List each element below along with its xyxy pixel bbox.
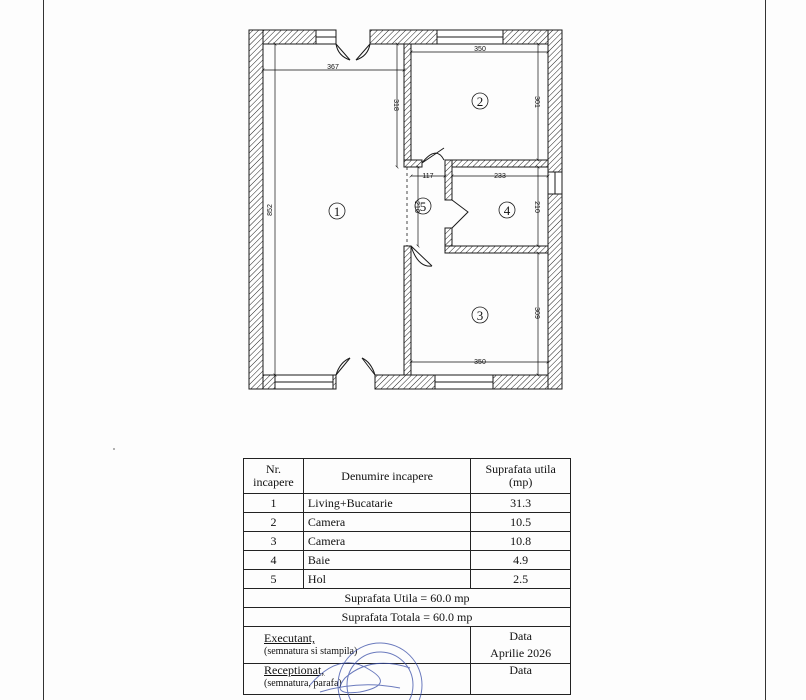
executant-date-cell: [471, 627, 571, 664]
room-number-5: 5: [419, 199, 427, 214]
header-name: Denumire incapere: [303, 459, 470, 494]
executant-date-label: Data: [509, 629, 532, 643]
header-area: Suprafata utila (mp): [471, 459, 571, 494]
executant-sub: (semnatura si stampila): [264, 646, 358, 657]
room-number-2: 2: [476, 94, 484, 109]
dim-hol-width: 117: [422, 173, 434, 180]
row-area: 10.5: [471, 513, 571, 532]
table-row: [244, 570, 571, 589]
total-utila-row: [244, 589, 571, 608]
row-name: Hol: [303, 570, 470, 589]
row-nr: 2: [244, 513, 304, 532]
total-totala: Suprafata Totala = 60.0 mp: [244, 608, 571, 627]
receptionat-date-cell: [471, 664, 571, 695]
row-nr: 3: [244, 532, 304, 551]
dim-room3-width: 350: [474, 359, 486, 366]
row-area: 31.3: [471, 494, 571, 513]
dim-hol-depth: 210: [413, 201, 420, 213]
receptionat-date-label: Data: [509, 663, 532, 677]
dim-living-width: 367: [327, 64, 339, 71]
header-nr: Nr. incapere: [244, 459, 304, 494]
room-number-1: 1: [333, 204, 341, 219]
row-area: 2.5: [471, 570, 571, 589]
row-name: Baie: [303, 551, 470, 570]
room-number-3: 3: [476, 308, 484, 323]
row-nr: 4: [244, 551, 304, 570]
dim-room3-depth: 309: [533, 307, 540, 319]
dim-baie-width: 233: [494, 173, 506, 180]
table-row: [244, 513, 571, 532]
room-number-4: 4: [503, 203, 511, 218]
row-name: Living+Bucatarie: [303, 494, 470, 513]
stamp-signature: [300, 630, 450, 700]
scan-speck: [113, 448, 115, 450]
total-totala-row: [244, 608, 571, 627]
table-row: [244, 532, 571, 551]
row-name: Camera: [303, 532, 470, 551]
row-nr: 1: [244, 494, 304, 513]
executant-label: Executant,: [264, 631, 315, 645]
table-header-row: [244, 459, 571, 494]
dim-living-length: 852: [267, 204, 274, 216]
table-row: [244, 551, 571, 570]
dim-room2-depth: 301: [533, 96, 540, 108]
row-area: 10.8: [471, 532, 571, 551]
receptionat-label: Receptionat,: [264, 663, 325, 677]
row-nr: 5: [244, 570, 304, 589]
dim-living-partition: 318: [392, 99, 399, 111]
row-area: 4.9: [471, 551, 571, 570]
dim-room2-width: 350: [474, 46, 486, 53]
table-row: [244, 494, 571, 513]
executant-date-value: Aprilie 2026: [490, 646, 552, 660]
receptionat-sub: (semnatura, parafa): [264, 678, 342, 689]
row-name: Camera: [303, 513, 470, 532]
total-utila: Suprafata Utila = 60.0 mp: [244, 589, 571, 608]
dim-baie-depth: 210: [533, 201, 540, 213]
